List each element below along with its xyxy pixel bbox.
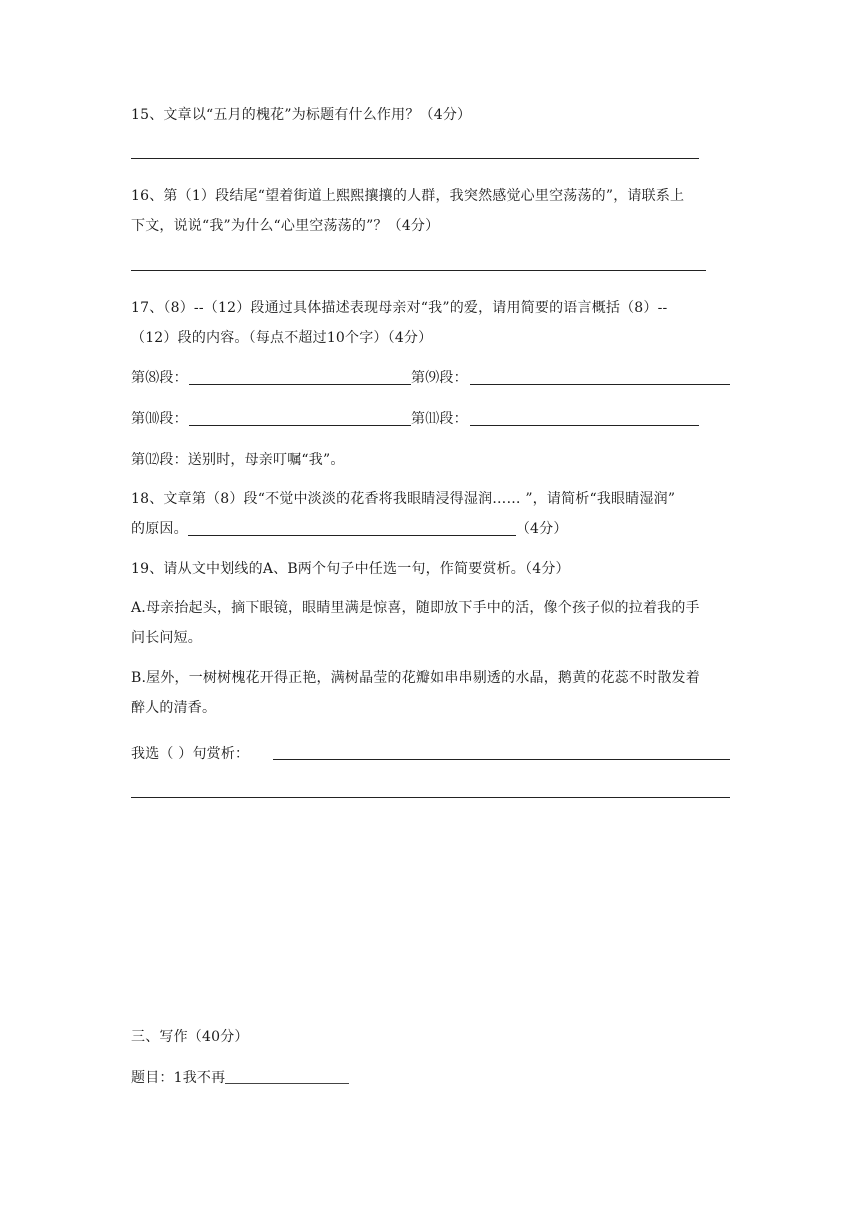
q17-para10-label: 第⑽段：	[131, 411, 188, 427]
q19-sentence-b-line1: B.屋外，一树树槐花开得正艳，满树晶莹的花瓣如串串剔透的水晶，鹅黄的花蕊不时散发着	[131, 670, 700, 686]
q19-answer-line-2[interactable]	[131, 797, 730, 798]
q19-sentence-a-line1: A.母亲抬起头，摘下眼镜，眼睛里满是惊喜，随即放下手中的活，像个孩子似的拉着我的手	[131, 600, 700, 616]
q17-line2: （12）段的内容。（每点不超过10个字）（4分）	[131, 330, 433, 346]
section3-title: 三、写作（40分）	[131, 1029, 249, 1045]
q17-line1: 17、（8）--（12）段通过具体描述表现母亲对“我”的爱，请用简要的语言概括（8）--	[131, 300, 668, 316]
q19-text: 19、请从文中划线的A、B两个句子中任选一句，作简要赏析。（4分）	[131, 561, 570, 577]
q17-para12-text: 第⑿段：送别时，母亲叮嘱“我”。	[131, 452, 345, 468]
q15-text: 15、文章以“五月的槐花”为标题有什么作用？（4分）	[131, 107, 472, 123]
q17-para9-answer-line[interactable]	[470, 384, 730, 385]
q15-answer-line[interactable]	[131, 158, 699, 159]
q18-line2-prefix: 的原因。	[131, 521, 188, 537]
q16-line1: 16、第（1）段结尾“望着街道上熙熙攘攘的人群，我突然感觉心里空荡荡的”，请联系上	[131, 188, 685, 204]
q17-para8-label: 第⑻段：	[131, 370, 188, 386]
q17-para9-label: 第⑼段：	[411, 370, 468, 386]
section3-topic-blank[interactable]	[225, 1069, 349, 1084]
q16-answer-line[interactable]	[131, 270, 706, 271]
q16-line2: 下文，说说“我”为什么“心里空荡荡的”？（4分）	[131, 218, 440, 234]
q17-para11-answer-line[interactable]	[470, 425, 699, 426]
q18-answer-blank[interactable]	[188, 519, 516, 536]
q17-para11-label: 第⑾段：	[411, 411, 468, 427]
q19-answer-line-1[interactable]	[273, 759, 730, 760]
q17-para8-answer-line[interactable]	[189, 384, 411, 385]
q19-sentence-a-line2: 问长问短。	[131, 630, 202, 646]
q19-sentence-b-line2: 醉人的清香。	[131, 700, 217, 716]
q19-choose-label: 我选（ ）句赏析：	[131, 746, 250, 762]
q18-line2	[131, 519, 568, 539]
q18-line1: 18、文章第（8）段“不觉中淡淡的花香将我眼睛浸得湿润…… ”，请简析“我眼睛湿润”	[131, 491, 676, 507]
section3-topic	[131, 1068, 349, 1088]
q18-line2-suffix: （4分）	[515, 521, 568, 537]
q17-para10-answer-line[interactable]	[189, 425, 411, 426]
section3-topic-text: 题目：1我不再	[131, 1070, 226, 1086]
